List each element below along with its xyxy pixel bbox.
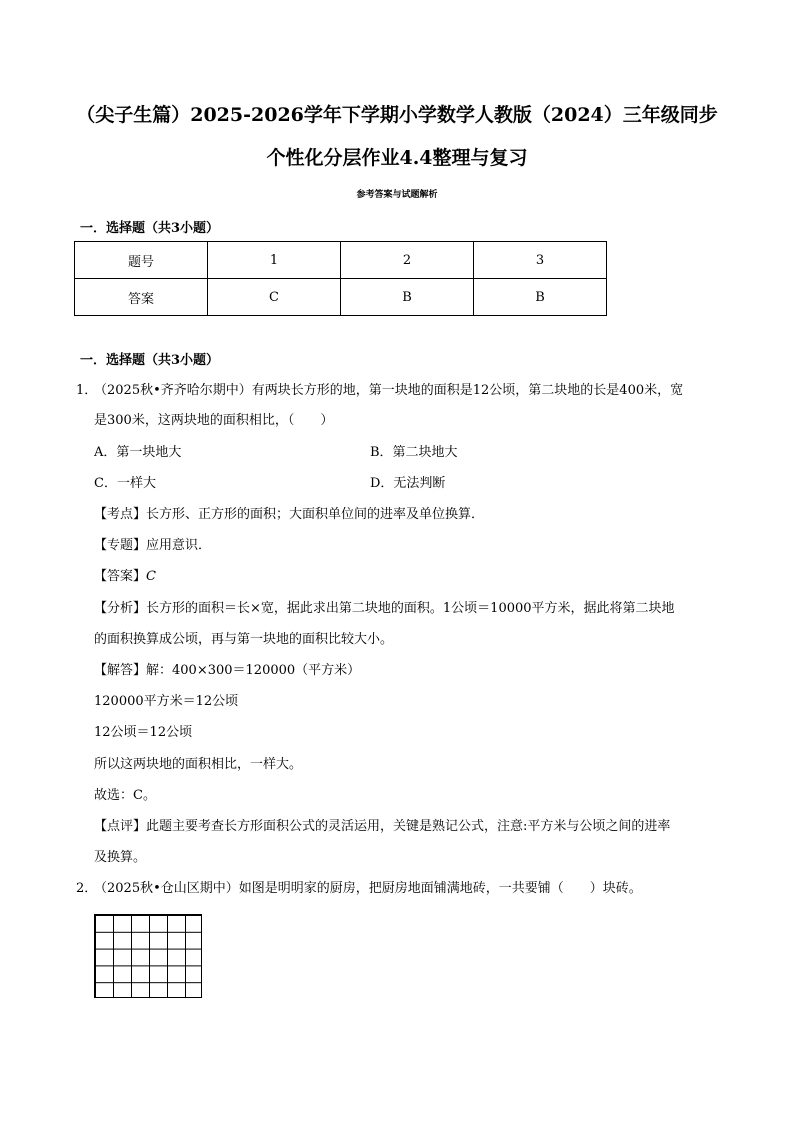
table-cell: 2: [341, 242, 474, 279]
question-text: 是300米，这两块地的面积相比，（ ）: [94, 413, 334, 428]
table-cell: 题号: [75, 242, 208, 279]
jieda-text-5: 故选：C。: [94, 788, 156, 803]
fenxi-text: 长方形的面积＝长×宽，据此求出第二块地的面积。1公顷＝10000平方米，据此将第二块地: [146, 601, 675, 616]
daan-line: [94, 568, 156, 586]
zhuanti-tag: 【专题】: [94, 538, 147, 553]
document-title-line2: 个性化分层作业4.4整理与复习: [266, 147, 528, 169]
fenxi-tag: 【分析】: [94, 601, 147, 616]
table-cell: 1: [208, 242, 341, 279]
option-b: B．第二块地大: [370, 445, 458, 460]
table-cell: 3: [474, 242, 607, 279]
dianping-text: 此题主要考查长方形面积公式的灵活运用，关键是熟记公式，注意:平方米与公顷之间的进率: [146, 819, 671, 834]
fenxi-line: [94, 600, 675, 618]
kaodian-tag: 【考点】: [94, 507, 147, 522]
section-heading-answers: 一．选择题（共3小题）: [80, 221, 220, 236]
zhuanti-text: 应用意识．: [146, 538, 212, 553]
jieda-text-2: 120000平方米＝12公顷: [94, 694, 239, 709]
question-text: （2025秋•齐齐哈尔期中）有两块长方形的地，第一块地的面积是12公顷，第二块地的长是400米，宽: [94, 383, 684, 398]
jieda-text-4: 所以这两块地的面积相比，一样大。: [94, 757, 303, 772]
option-a: A．第一块地大: [94, 445, 182, 460]
question-text: （2025秋•仓山区期中）如图是明明家的厨房，把厨房地面铺满地砖，一共要铺（ ）块砖。: [94, 881, 642, 896]
table-cell: B: [474, 279, 607, 316]
document-title-line1: （尖子生篇）2025-2026学年下学期小学数学人教版（2024）三年级同步: [76, 104, 718, 126]
answer-table: [74, 241, 607, 316]
jieda-tag: 【解答】: [94, 663, 147, 678]
question-number: 1．: [76, 383, 98, 398]
question-number: 2．: [76, 881, 98, 896]
kaodian-line: [94, 506, 484, 524]
zhuanti-line: [94, 537, 211, 555]
fenxi-text-2: 的面积换算成公顷，再与第一块地的面积比较大小。: [94, 632, 394, 647]
kitchen-floor-grid-figure: [94, 914, 202, 998]
option-c: C．一样大: [94, 476, 156, 491]
dianping-line: [94, 818, 670, 836]
section-heading-questions: 一．选择题（共3小题）: [80, 353, 220, 368]
option-d: D．无法判断: [370, 476, 446, 491]
document-subtitle: 参考答案与试题解析: [356, 190, 438, 200]
jieda-text: 解：400×300＝120000（平方米）: [146, 663, 361, 678]
table-row: [75, 279, 607, 316]
jieda-text-3: 12公顷＝12公顷: [94, 725, 193, 740]
table-cell: C: [208, 279, 341, 316]
daan-text: C: [146, 569, 156, 584]
table-row: [75, 242, 607, 279]
kaodian-text: 长方形、正方形的面积；大面积单位间的进率及单位换算．: [146, 507, 485, 522]
table-cell: B: [341, 279, 474, 316]
dianping-text-2: 及换算。: [94, 850, 147, 865]
table-cell: 答案: [75, 279, 208, 316]
dianping-tag: 【点评】: [94, 819, 147, 834]
daan-tag: 【答案】: [94, 569, 147, 584]
jieda-line: [94, 662, 360, 680]
